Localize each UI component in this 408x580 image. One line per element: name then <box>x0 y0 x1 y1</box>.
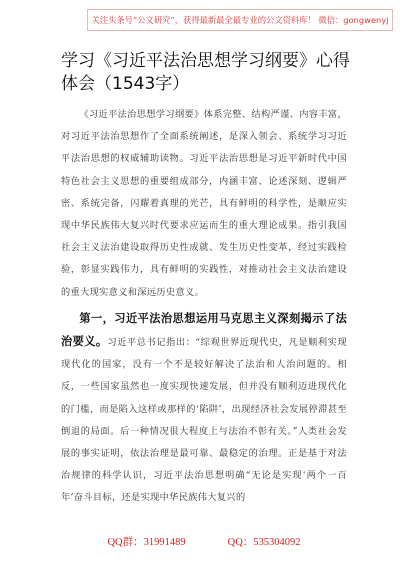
paragraph-text: 《习近平法治思想学习纲要》体系完整、结构严谨、内容丰富，对习近平法治思想作了全面系统阐述，是深入领会、系统学习习近平法治思想的权威辅助读物。习近平法治思想是习近平新时代中国特色社会主义思想的重要组成部分，内涵丰富、论述深刻、逻辑严密、系统完备，闪耀着真理的光芒，具有鲜明的科学性，是顺应实现中华民族伟大复兴时代要求应运而生的重大理论成果。指引我国社会主义法治建设取得历史性成就、发生历史性变革，经过实践检验，彰显实践伟力，具有鲜明的实践性，对推动社会主义法治建设的重大现实意义和深远历史意义。 <box>61 109 347 298</box>
paragraph-point-one <box>61 308 347 510</box>
promo-banner-text: 关注头条号“公文研究”，获得最新最全最专业的公文资料库！ 微信：gongwenyj <box>91 15 389 25</box>
qq-number: QQ：535304092 <box>227 537 301 548</box>
paragraph-lead-heading: 第一，习近平法治思想运用马克思主义深刻揭示了法治要义。 <box>61 311 347 349</box>
qq-group-number: QQ群：31991489 <box>107 537 186 548</box>
paragraph-intro <box>61 104 347 304</box>
contact-footer <box>0 534 408 550</box>
promo-banner <box>87 9 393 31</box>
document-body <box>61 104 347 514</box>
paragraph-text: 习近平总书记指出：“综观世界近现代史，凡是顺利实现现代化的国家，没有一个不是较好解决了法治和人治问题的。相反，一些国家虽然也一度实现快速发展，但并没有顺利迈进现代化的门槛，而是陷入这样或那样的‘陷阱’，出现经济社会发展停滞甚至倒退的局面。后一种情况很大程度上与法治不彰有关。”人类社会发展的事实证明，依法治理是最可靠、最稳定的治理。正是基于对法治规律的科学认识，习近平法治思想明确“无论是实现‘两个一百年’奋斗目标，还是实现中华民族伟大复兴的 <box>61 337 347 504</box>
document-title: 学习《习近平法治思想学习纲要》心得体会（1543字） <box>61 51 350 94</box>
